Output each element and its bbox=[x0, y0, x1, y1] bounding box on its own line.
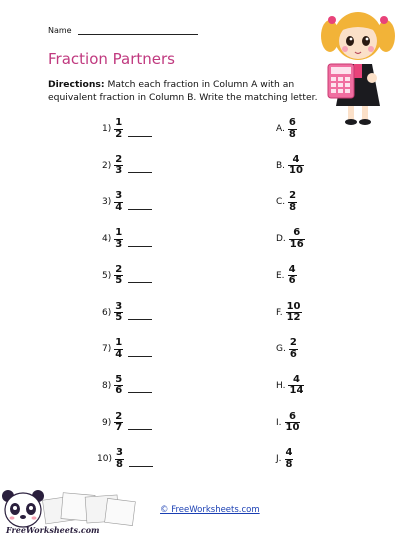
fraction-denominator: 8 bbox=[288, 128, 296, 140]
fraction bbox=[285, 412, 301, 434]
answer-blank[interactable] bbox=[128, 201, 152, 210]
fraction-numerator: 2 bbox=[115, 263, 123, 275]
girl-with-calculator-icon bbox=[318, 6, 398, 126]
column-a-item bbox=[102, 228, 152, 250]
item-label: B. bbox=[276, 160, 286, 171]
item-label: 5) bbox=[102, 270, 112, 281]
fraction-numerator: 3 bbox=[115, 300, 123, 312]
item-label: 9) bbox=[102, 417, 112, 428]
fraction-denominator: 4 bbox=[115, 201, 123, 213]
item-label: 7) bbox=[102, 344, 112, 355]
column-a-item bbox=[102, 375, 152, 397]
answer-blank[interactable] bbox=[128, 384, 152, 393]
fraction bbox=[114, 412, 123, 434]
column-b-item bbox=[276, 448, 295, 470]
fraction-denominator: 14 bbox=[289, 385, 304, 397]
worksheet-title: Fraction Partners bbox=[48, 50, 175, 68]
name-label: Name bbox=[48, 26, 72, 35]
column-b-item bbox=[276, 265, 299, 287]
fraction bbox=[286, 302, 302, 324]
fraction bbox=[114, 118, 123, 140]
fraction-denominator: 5 bbox=[115, 312, 123, 323]
fraction-denominator: 8 bbox=[289, 201, 297, 213]
column-a-item bbox=[102, 118, 152, 140]
fraction-denominator: 3 bbox=[115, 238, 123, 250]
column-b-item bbox=[276, 412, 302, 434]
fraction-denominator: 5 bbox=[115, 275, 123, 287]
fraction bbox=[114, 375, 123, 397]
column-a-item bbox=[97, 448, 153, 470]
fraction-denominator: 7 bbox=[115, 422, 123, 434]
fraction-denominator: 16 bbox=[289, 238, 304, 250]
fraction-numerator: 3 bbox=[115, 447, 123, 459]
column-a-item bbox=[102, 155, 152, 177]
fraction-numerator: 2 bbox=[115, 153, 123, 165]
fraction-numerator: 4 bbox=[292, 373, 300, 385]
column-b-item bbox=[276, 155, 306, 177]
fraction-numerator: 4 bbox=[288, 263, 296, 275]
item-label: C. bbox=[276, 197, 286, 208]
item-label: E. bbox=[276, 270, 285, 281]
column-b-item bbox=[276, 228, 307, 250]
item-label: A. bbox=[276, 124, 285, 134]
item-label: 1) bbox=[102, 124, 112, 134]
fraction-denominator: 8 bbox=[285, 458, 293, 470]
item-label: J. bbox=[276, 454, 282, 465]
fraction bbox=[114, 338, 123, 360]
answer-blank[interactable] bbox=[128, 164, 152, 173]
column-b-item bbox=[276, 118, 299, 140]
directions bbox=[48, 78, 318, 105]
fraction-numerator: 2 bbox=[289, 337, 297, 349]
fraction bbox=[288, 191, 297, 213]
fraction bbox=[114, 155, 123, 177]
column-b-item bbox=[276, 191, 299, 213]
fraction bbox=[288, 118, 297, 140]
footer-link[interactable]: © FreeWorksheets.com bbox=[160, 505, 260, 515]
column-a-item bbox=[102, 191, 152, 213]
fraction-denominator: 6 bbox=[115, 385, 123, 397]
fraction-denominator: 10 bbox=[285, 422, 300, 434]
fraction-numerator: 5 bbox=[115, 373, 123, 385]
fraction-numerator: 6 bbox=[288, 410, 296, 422]
item-label: I. bbox=[276, 417, 282, 428]
logo-text: FreeWorksheets.com bbox=[6, 525, 100, 535]
item-label: 10) bbox=[97, 454, 112, 465]
fraction bbox=[115, 448, 124, 470]
name-row bbox=[48, 26, 198, 35]
fraction bbox=[114, 191, 123, 213]
fraction-numerator: 3 bbox=[115, 190, 123, 202]
item-label: F. bbox=[276, 307, 283, 318]
column-a-item bbox=[102, 412, 152, 434]
fraction-numerator: 1 bbox=[115, 337, 123, 349]
fraction-numerator: 6 bbox=[288, 117, 296, 128]
column-a-item bbox=[102, 265, 152, 287]
fraction-denominator: 3 bbox=[115, 165, 123, 177]
column-a-item bbox=[102, 338, 152, 360]
answer-blank[interactable] bbox=[129, 458, 153, 467]
answer-blank[interactable] bbox=[128, 421, 152, 430]
fraction-numerator: 4 bbox=[292, 153, 300, 165]
fraction-numerator: 2 bbox=[289, 190, 297, 202]
fraction bbox=[288, 265, 297, 287]
fraction-denominator: 6 bbox=[289, 348, 297, 360]
fraction bbox=[285, 448, 294, 470]
answer-blank[interactable] bbox=[128, 311, 152, 320]
fraction-numerator: 1 bbox=[115, 117, 123, 128]
answer-blank[interactable] bbox=[128, 274, 152, 283]
item-label: 6) bbox=[102, 307, 112, 318]
directions-text: Match each fraction in Column A with an equivalent fraction in Column B. Write the matching letter. bbox=[48, 79, 318, 104]
item-label: H. bbox=[276, 380, 286, 391]
column-b-item bbox=[276, 338, 300, 360]
fraction-denominator: 2 bbox=[115, 128, 123, 140]
answer-blank[interactable] bbox=[128, 348, 152, 357]
column-a-item bbox=[102, 302, 152, 324]
directions-label: Directions: bbox=[48, 79, 105, 90]
fraction-denominator: 8 bbox=[115, 458, 123, 470]
item-label: 4) bbox=[102, 234, 112, 245]
fraction-denominator: 12 bbox=[286, 312, 301, 323]
fraction bbox=[289, 338, 298, 360]
fraction-denominator: 4 bbox=[115, 348, 123, 360]
name-field-line[interactable] bbox=[78, 26, 198, 35]
column-b-item bbox=[276, 375, 306, 397]
item-label: 2) bbox=[102, 160, 112, 171]
fraction bbox=[114, 302, 123, 324]
item-label: 8) bbox=[102, 380, 112, 391]
fraction-numerator: 1 bbox=[115, 227, 123, 239]
item-label: 3) bbox=[102, 197, 112, 208]
fraction-denominator: 6 bbox=[288, 275, 296, 287]
answer-blank[interactable] bbox=[128, 128, 152, 137]
fraction-numerator: 6 bbox=[293, 227, 301, 239]
fraction bbox=[289, 228, 305, 250]
fraction bbox=[114, 228, 123, 250]
fraction-numerator: 4 bbox=[285, 447, 293, 459]
item-label: D. bbox=[276, 234, 286, 245]
fraction bbox=[288, 375, 304, 397]
fraction bbox=[114, 265, 123, 287]
fraction-numerator: 10 bbox=[286, 300, 301, 312]
item-label: G. bbox=[276, 344, 286, 355]
column-b-item bbox=[276, 302, 304, 324]
answer-blank[interactable] bbox=[128, 238, 152, 247]
fraction-denominator: 10 bbox=[289, 165, 303, 177]
fraction bbox=[288, 155, 304, 177]
fraction-numerator: 2 bbox=[115, 410, 123, 422]
